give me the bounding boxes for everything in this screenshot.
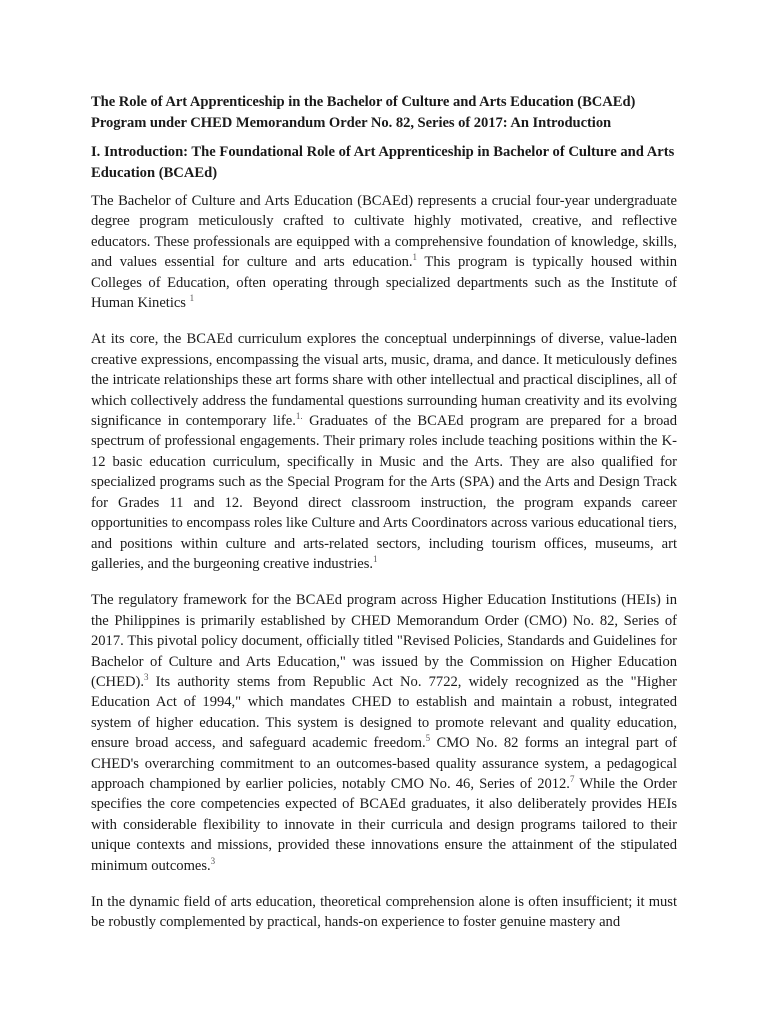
footnote-reference[interactable]: 1 xyxy=(412,252,418,263)
body-paragraph xyxy=(91,329,677,574)
footnote-reference[interactable]: 3 xyxy=(210,855,216,866)
document-title: The Role of Art Apprenticeship in the Bachelor of Culture and Arts Education (BCAEd) Program under CHED Memorandum Order No. 82, Series of 2017: An Introduction xyxy=(91,94,636,131)
paragraph-text: This program is typically housed within Colleges of Education, often operating through specialized departments such as the Institute of Human Kinetics xyxy=(91,254,677,312)
section-heading: I. Introduction: The Foundational Role of Art Apprenticeship in Bachelor of Culture and Arts Education (BCAEd) xyxy=(91,144,675,181)
paragraph-text: CMO No. 82 forms an integral part of CHED's overarching commitment to an outcomes-based quality assurance system, a pedagogical approach championed by earlier policies, notably CMO No. 46, Series of 2012. xyxy=(91,735,677,792)
paragraph-text: The Bachelor of Culture and Arts Education (BCAEd) represents a crucial four-year undergraduate degree program meticulously crafted to cultivate highly motivated, creative, and reflective educators. These professionals are equipped with a comprehensive foundation of knowledge, skills, and values essential for culture and arts education. xyxy=(91,193,677,271)
footnote-reference[interactable]: 3 xyxy=(143,672,149,683)
body-paragraph xyxy=(91,191,677,313)
paragraph-text: While the Order specifies the core competencies expected of BCAEd graduates, it also deliberately provides HEIs with considerable flexibility to innovate in their curricula and design programs tailored to their unique contexts and missions, provided these innovations ensure the attainment of the stipulated minimum outcomes. xyxy=(91,775,677,874)
footnote-reference[interactable]: 1 xyxy=(189,293,195,304)
paragraph-text: In the dynamic field of arts education, theoretical comprehension alone is often insufficient; it must be robustly complemented by practical, hands-on experience to foster genuine mastery and xyxy=(91,894,677,931)
footnote-reference[interactable]: 1. xyxy=(295,411,303,422)
paragraph-text: Graduates of the BCAEd program are prepared for a broad spectrum of professional engagements. Their primary roles include teaching positions within the K-12 basic education curriculum, specifically in Music and the Arts. They are also qualified for specialized programs such as the Special Program for the Arts (SPA) and the Arts and Design Track for Grades 11 and 12. Beyond direct classroom instruction, the program expands career opportunities to encompass roles like Culture and Arts Coordinators across various educational tiers, and positions within culture and arts-related sectors, including tourism offices, museums, art galleries, and the burgeoning creative industries. xyxy=(91,413,677,572)
body-paragraph xyxy=(91,590,677,876)
footnote-reference[interactable]: 7 xyxy=(569,774,575,785)
body-paragraph xyxy=(91,892,677,933)
paragraph-text: Its authority stems from Republic Act No. 7722, widely recognized as the "Higher Education Act of 1994," which mandates CHED to establish and maintain a robust, integrated system of higher education. This system is designed to promote relevant and quality education, ensure broad access, and safeguard academic freedom. xyxy=(91,673,677,752)
document-page xyxy=(91,92,677,949)
paragraph-text: At its core, the BCAEd curriculum explores the conceptual underpinnings of diverse, value-laden creative expressions, encompassing the visual arts, music, drama, and dance. It meticulously defines the intricate relationships these art forms share with other intellectual and practical disciplines, all of which collectively address the fundamental questions surrounding human creativity and its evolving significance in contemporary life. xyxy=(91,331,677,430)
footnote-reference[interactable]: 5 xyxy=(425,733,431,744)
body-paragraphs xyxy=(91,191,677,933)
footnote-reference[interactable]: 1 xyxy=(373,554,378,565)
paragraph-text: The regulatory framework for the BCAEd program across Higher Education Institutions (HEIs) in the Philippines is primarily established by CHED Memorandum Order (CMO) No. 82, Series of 2017. This pivotal policy document, officially titled "Revised Policies, Standards and Guidelines for Bachelor of Culture and Arts Education," was issued by the Commission on Higher Education (CHED). xyxy=(91,592,677,690)
